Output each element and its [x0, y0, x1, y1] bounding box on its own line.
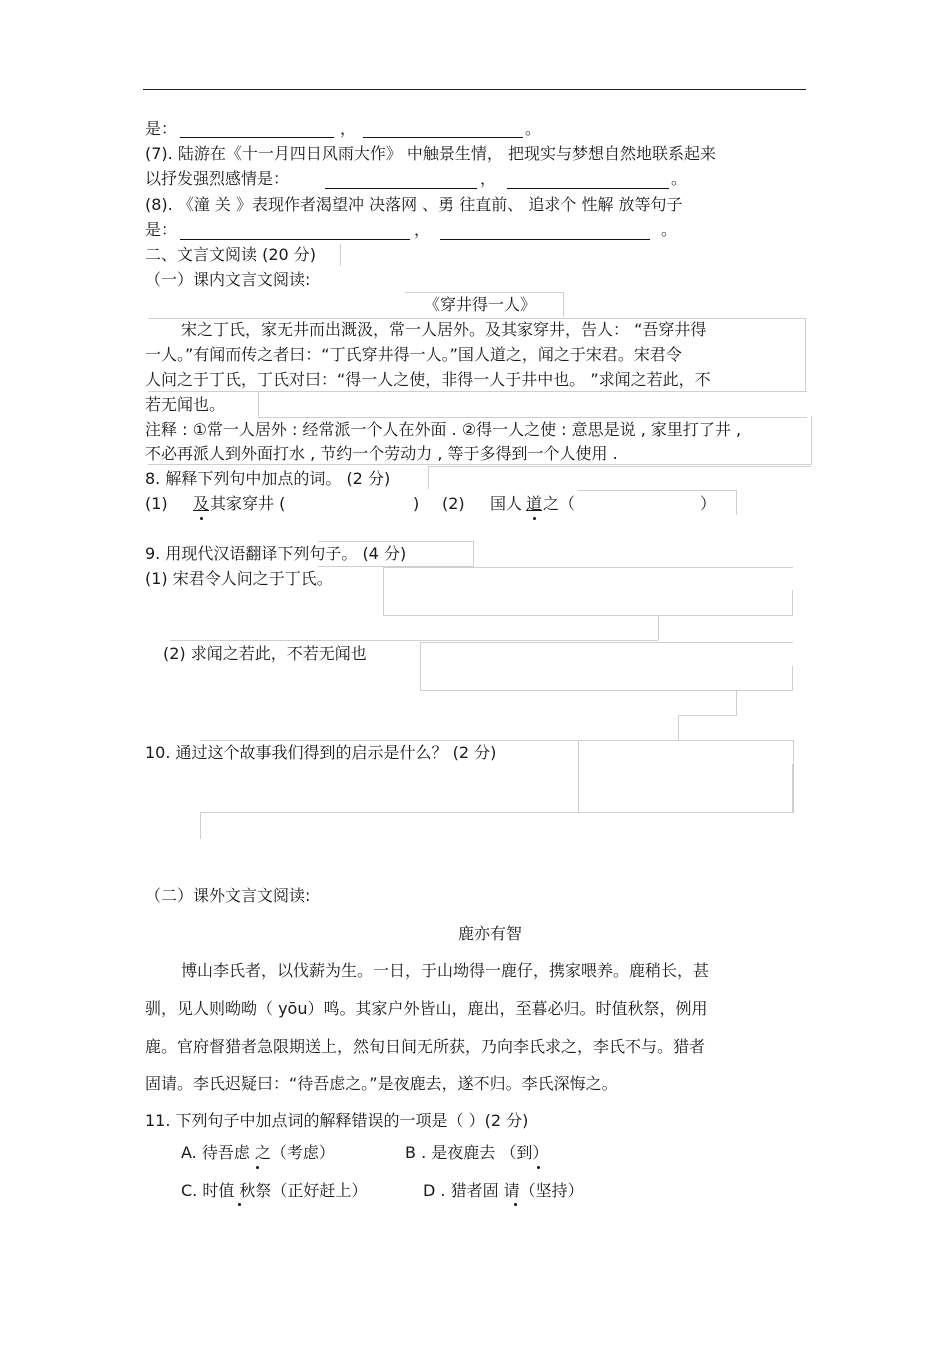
emphasis-dot — [537, 1166, 540, 1169]
q8-item-2-pre: 国人 — [490, 494, 523, 513]
layout-frame — [318, 541, 474, 567]
answer-area[interactable] — [420, 666, 793, 691]
question-8: 8. 解释下列句中加点的词。 (2 分) — [145, 469, 391, 488]
section-heading: 二、文言文阅读 (20 分) — [145, 245, 317, 264]
layout-frame — [148, 416, 812, 465]
answer-blank[interactable] — [507, 188, 669, 189]
question-10: 10. 通过这个故事我们得到的启示是什么？ (2 分) — [145, 743, 497, 762]
period: 。 — [661, 220, 678, 239]
passage-line: 若无闻也。 — [145, 395, 226, 414]
question-7-cont: 以抒发强烈感情是： — [145, 169, 290, 188]
question-8-poem: (8). 《潼 关 》表现作者渴望冲 决落网 、勇 往直前、 追求个 性解 放等句子 — [145, 195, 683, 214]
text-shi: 是： — [145, 220, 178, 239]
header-rule — [143, 89, 806, 90]
emphasis-dot — [514, 1203, 517, 1206]
passage-line: 固请。李氏迟疑曰：“待吾虑之。”是夜鹿去，遂不归。李氏深悔之。 — [145, 1074, 618, 1093]
option-a[interactable]: A. 待吾虑 之（考虑） — [181, 1143, 335, 1162]
passage-line: 鹿。官府督猎者急限期送上，然旬日间无所获，乃向李氏求之，李氏不与。猎者 — [145, 1037, 706, 1056]
period: 。 — [671, 169, 688, 188]
comma: ， — [414, 220, 431, 239]
emphasis-dot — [533, 517, 536, 520]
emphasis-dot — [238, 1203, 241, 1206]
question-11: 11. 下列句子中加点词的解释错误的一项是（ ）(2 分) — [145, 1111, 529, 1130]
passage-line: 一人。”有闻而传之者曰：“丁氏穿井得一人。”国人道之，闻之于宋君。宋君令 — [145, 345, 682, 364]
emphasis-dot — [256, 1166, 259, 1169]
q8-item-1-close[interactable]: ) — [413, 494, 420, 513]
passage-title: 《穿井得一人》 — [423, 295, 536, 314]
layout-frame — [340, 244, 341, 266]
q8-item-1-num: (1) — [145, 494, 168, 513]
q8-item-2-num: (2) — [442, 494, 465, 513]
notes-line: 注释 : ①常一人居外 : 经常派一个人在外面 . ②得一人之使 : 意思是说 , 家里打了井 , — [145, 420, 742, 439]
text-shi: 是： — [145, 119, 178, 138]
q8-item-1-char: 及 — [193, 494, 210, 513]
passage-line: 人问之于丁氏，丁氏对曰：“得一人之使，非得一人于井中也。 ”求闻之若此，不 — [145, 370, 711, 389]
comma: ， — [340, 119, 357, 138]
option-b[interactable]: B . 是夜鹿去 （到） — [405, 1143, 549, 1162]
answer-area[interactable] — [736, 690, 737, 715]
layout-frame — [578, 490, 737, 515]
passage-line: 宋之丁氏，家无井而出溉汲，常一人居外。及其家穿井，告人： “吾穿井得 — [181, 320, 707, 339]
q8-item-1-text: 其家穿井 ( — [210, 494, 286, 513]
emphasis-dot — [200, 517, 203, 520]
comma: ， — [480, 169, 497, 188]
layout-frame — [258, 391, 807, 418]
q9-item-1: (1) 宋君令人问之于丁氏。 — [145, 569, 333, 588]
answer-blank[interactable] — [180, 239, 410, 240]
question-7: (7). 陆游在《十一月四日风雨大作》 中触景生情， 把现实与梦想自然地联系起来 — [145, 144, 717, 163]
notes-line: 不必再派人到外面打水 , 节约一个劳动力 , 等于多得到一个人使用 . — [145, 444, 618, 463]
answer-area[interactable] — [383, 590, 793, 616]
q8-item-2-text: 之（ — [543, 494, 576, 513]
passage-line: 博山李氏者，以伐薪为生。一日，于山坳得一鹿仔，携家喂养。鹿稍长，甚 — [181, 961, 710, 980]
q8-item-2-close[interactable]: ） — [700, 494, 717, 513]
subsection-heading: （一）课内文言文阅读: — [145, 270, 311, 289]
subsection-heading: （二）课外文言文阅读: — [145, 886, 311, 905]
answer-blank[interactable] — [325, 188, 477, 189]
option-c[interactable]: C. 时值 秋祭（正好赶上） — [181, 1181, 368, 1200]
period: 。 — [525, 119, 542, 138]
q9-item-2: (2) 求闻之若此，不若无闻也 — [163, 644, 367, 663]
answer-blank[interactable] — [440, 239, 650, 240]
option-d[interactable]: D . 猎者固 请（坚持） — [423, 1181, 584, 1200]
answer-blank[interactable] — [180, 137, 334, 138]
answer-area[interactable] — [170, 640, 658, 641]
answer-area[interactable] — [678, 715, 737, 741]
question-9: 9. 用现代汉语翻译下列句子。 (4 分) — [145, 544, 407, 563]
answer-area[interactable] — [200, 764, 793, 813]
passage-title: 鹿亦有智 — [457, 924, 522, 943]
answer-blank[interactable] — [363, 137, 523, 138]
q8-item-2-char: 道 — [526, 494, 543, 513]
passage-line: 驯，见人则呦呦（ yōu）鸣。其家户外皆山，鹿出，至暮必归。时值秋祭，例用 — [145, 999, 708, 1018]
answer-area[interactable] — [658, 615, 659, 640]
answer-area[interactable] — [200, 812, 201, 839]
layout-frame — [428, 466, 811, 489]
